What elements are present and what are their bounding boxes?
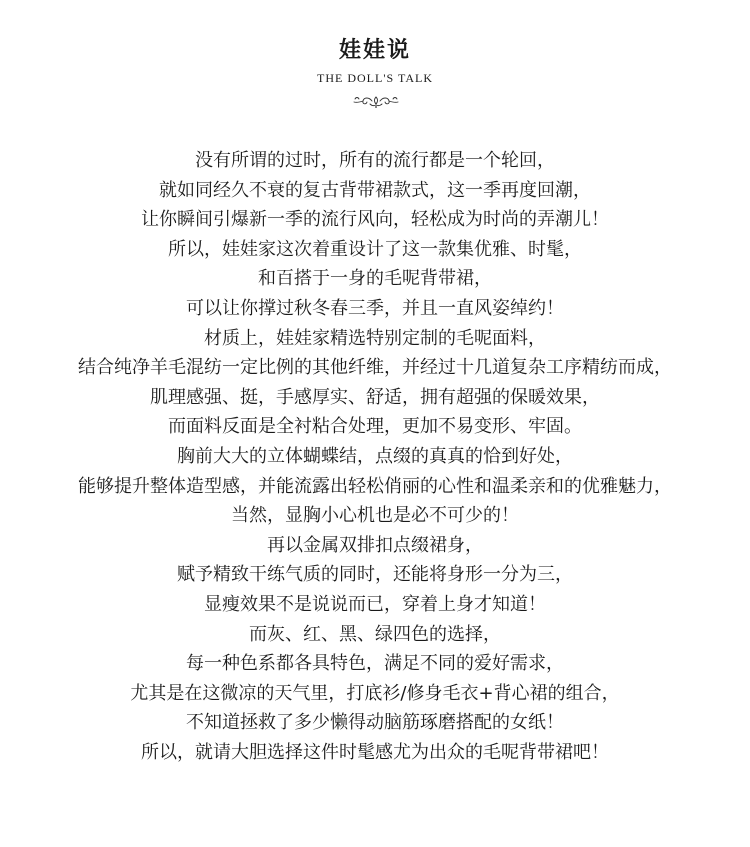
- description-line: 结合纯净羊毛混纺一定比例的其他纤维，并经过十几道复杂工序精纺而成，: [78, 357, 672, 379]
- description-line: 就如同经久不衰的复古背带裙款式，这一季再度回潮，: [159, 179, 591, 201]
- page-title: 娃娃说: [338, 37, 411, 63]
- description-line: 不知道拯救了多少懒得动脑筋琢磨搭配的女纸！: [186, 712, 564, 734]
- description-line: 每一种色系都各具特色，满足不同的爱好需求，: [186, 653, 564, 675]
- description-line: 尤其是在这微凉的天气里，打底衫/修身毛衣+背心裙的组合，: [130, 682, 620, 704]
- description-line: 肌理感强、挺，手感厚实、舒适，拥有超强的保暖效果，: [150, 386, 600, 408]
- description-line: 所以，娃娃家这次着重设计了这一款集优雅、时髦，: [168, 238, 582, 260]
- description-line: 而灰、红、黑、绿四色的选择，: [249, 623, 501, 645]
- description-line: 显瘦效果不是说说而已，穿着上身才知道！: [204, 593, 546, 615]
- description-line: 可以让你撑过秋冬春三季，并且一直风姿绰约！: [186, 297, 564, 319]
- description-line: 让你瞬间引爆新一季的流行风向，轻松成为时尚的弄潮儿！: [141, 209, 609, 231]
- description-line: 和百搭于一身的毛呢背带裙，: [258, 268, 492, 290]
- description-line: 能够提升整体造型感，并能流露出轻松俏丽的心性和温柔亲和的优雅魅力，: [78, 475, 672, 497]
- description-line: 当然，显胸小心机也是必不可少的！: [231, 505, 519, 527]
- decorative-swirl-icon: [353, 93, 399, 109]
- description-line: 所以，就请大胆选择这件时髦感尤为出众的毛呢背带裙吧！: [141, 741, 609, 763]
- description-line: 胸前大大的立体蝴蝶结，点缀的真真的恰到好处，: [177, 445, 573, 467]
- description-line: 材质上，娃娃家精选特别定制的毛呢面料，: [204, 327, 546, 349]
- description-line: 没有所谓的过时，所有的流行都是一个轮回，: [195, 150, 555, 171]
- page-subtitle: THE DOLL'S TALK: [317, 71, 433, 85]
- description-line: 赋予精致干练气质的同时，还能将身形一分为三，: [177, 564, 573, 586]
- description-line: 再以金属双排扣点缀裙身，: [267, 534, 483, 556]
- description-line: 而面料反面是全衬粘合处理，更加不易变形、牢固。: [168, 416, 582, 438]
- description-text: [0, 146, 750, 767]
